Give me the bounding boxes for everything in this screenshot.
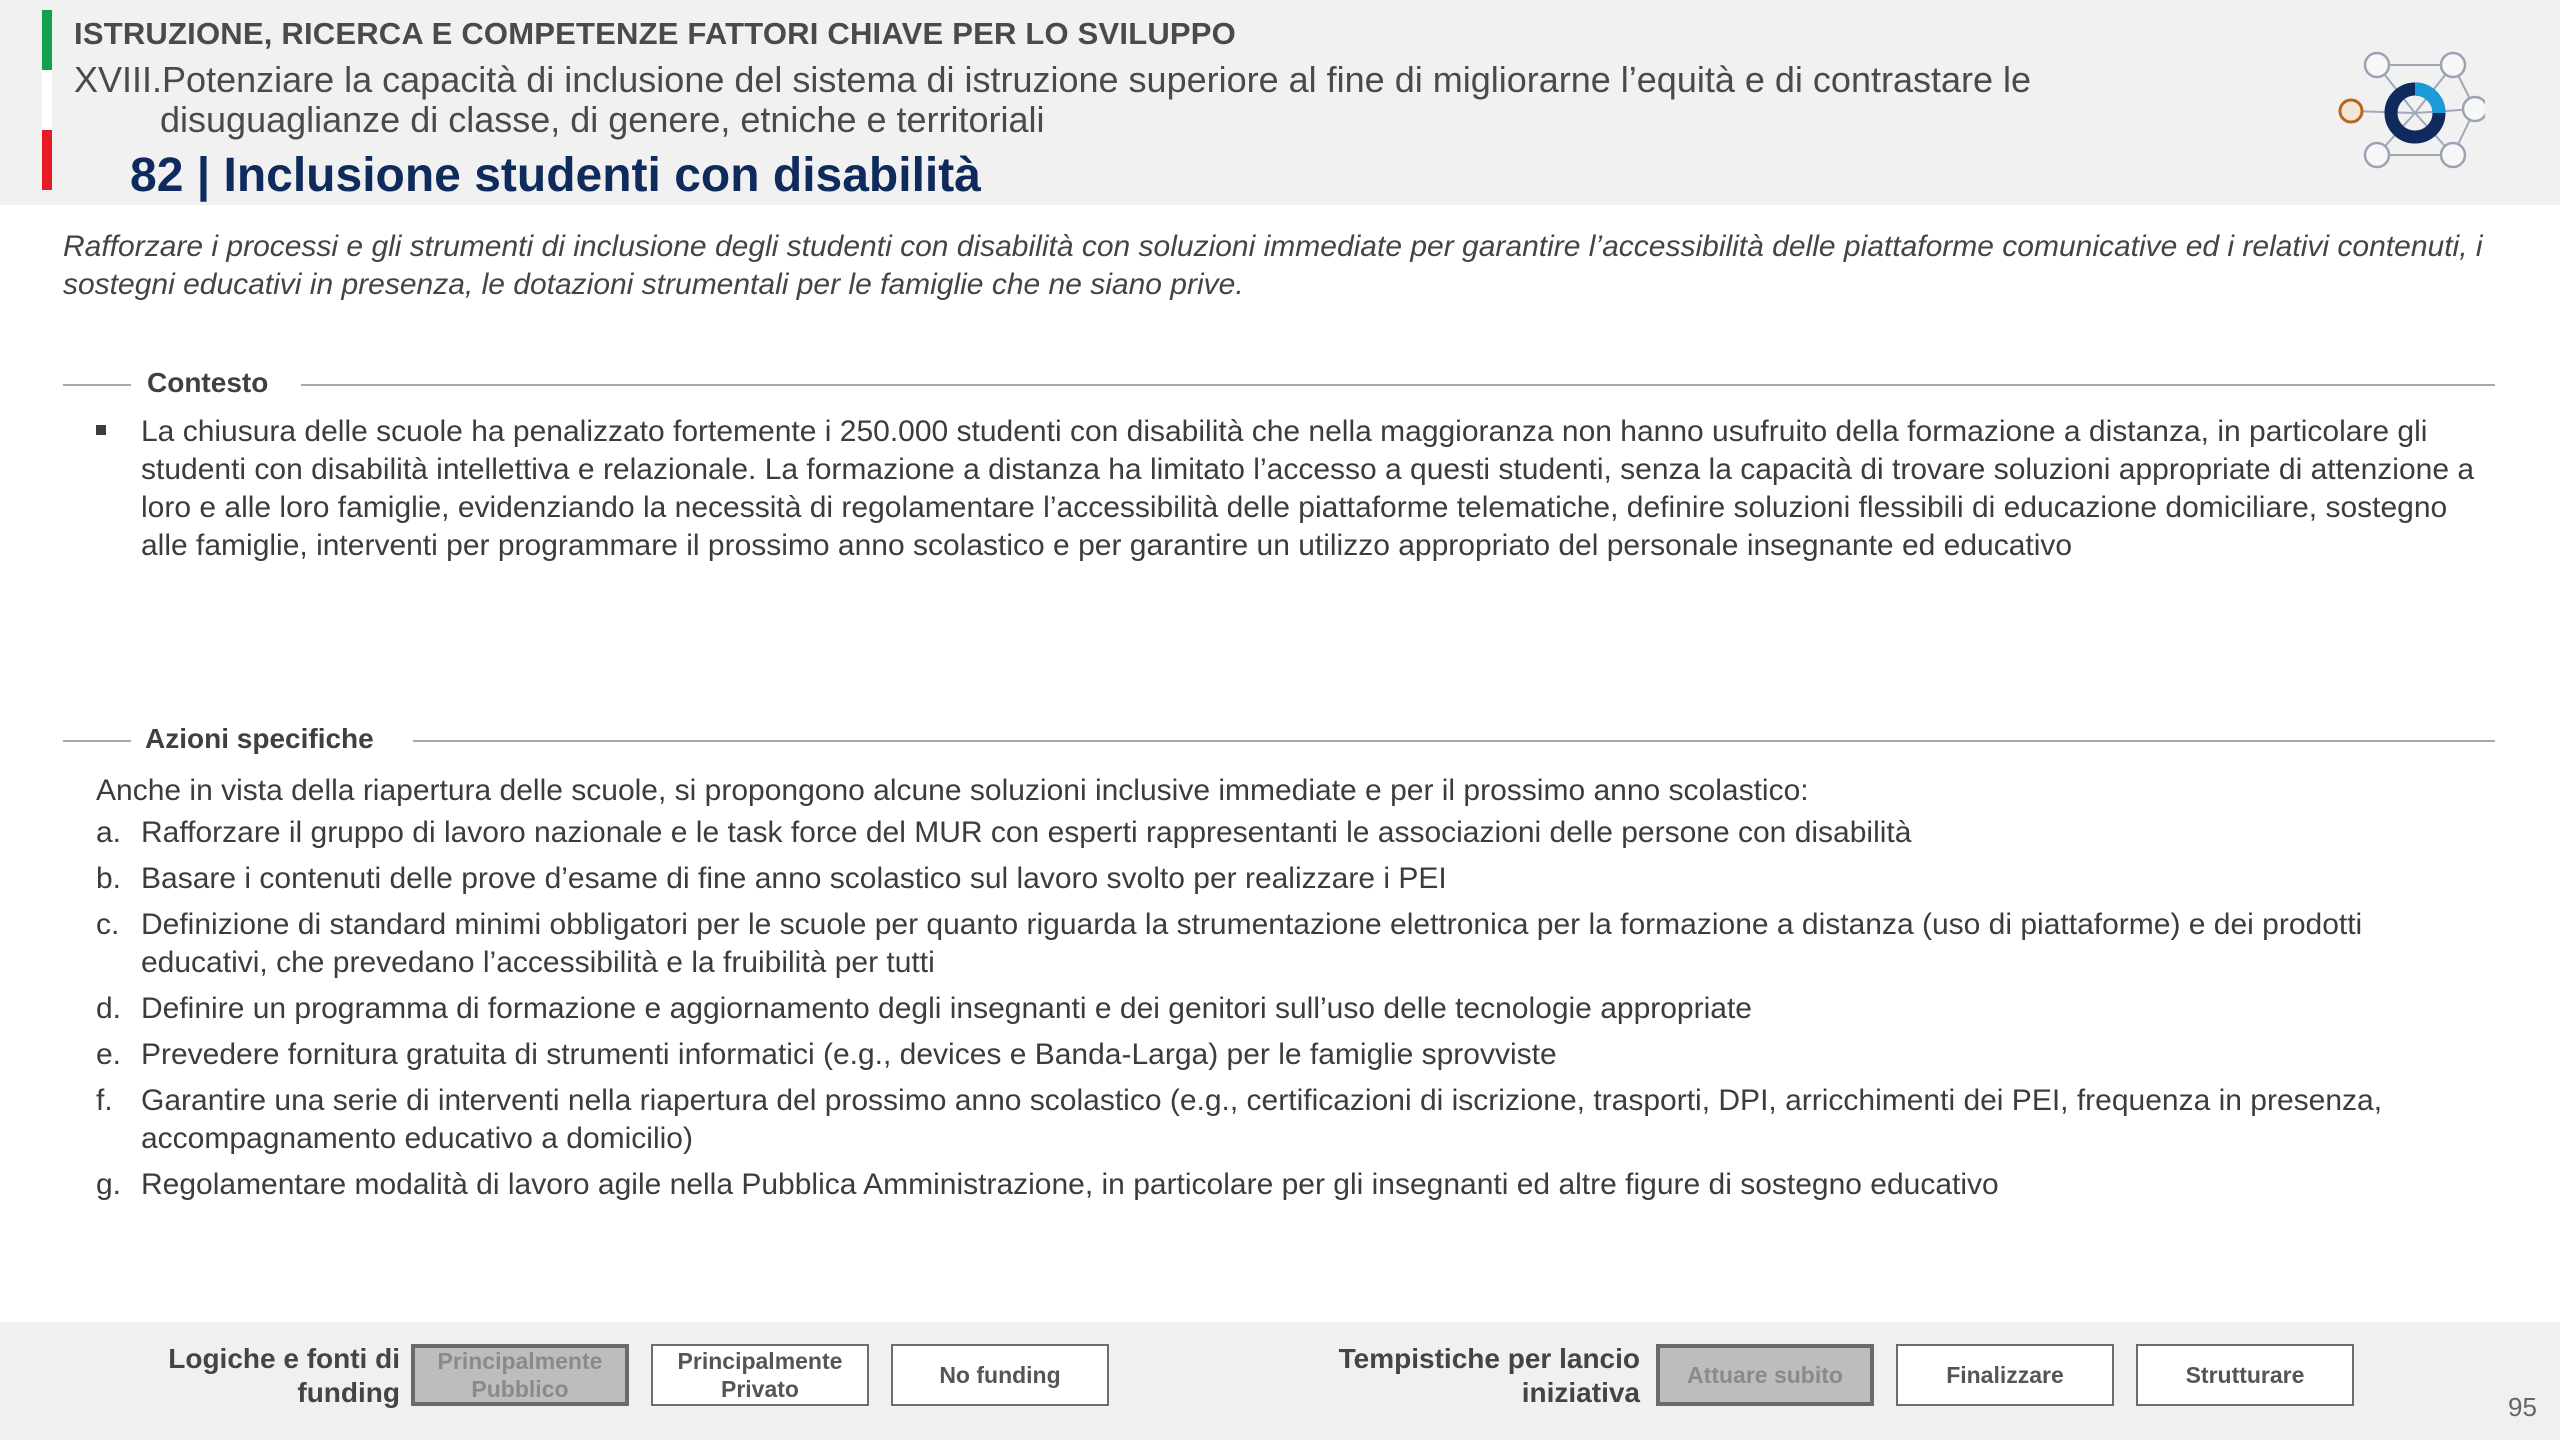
funding-option-public[interactable] [411, 1344, 629, 1406]
funding-label-line-1: Logiche e fonti di [168, 1343, 400, 1374]
list-item [96, 990, 2426, 1028]
list-item [96, 860, 2426, 898]
option-line: Attuare subito [1687, 1362, 1843, 1388]
list-letter: d. [96, 992, 122, 1025]
objective-line-2: disuguaglianze di classe, di genere, etniche e territoriali [160, 99, 1045, 140]
list-text: Definizione di standard minimi obbligatori per le scuole per quanto riguarda la strumentazione elettronica per la formazione a distanza (uso di piattaforme) e dei prodotti educativi, che prevedano l’accessibilità e la fruibilità per tutti [141, 908, 2363, 979]
list-text: Basare i contenuti delle prove d’esame di fine anno scolastico sul lavoro svolto per realizzare i PEI [141, 862, 1447, 895]
divider [301, 384, 2495, 386]
divider [413, 740, 2495, 742]
context-section-header [63, 364, 2495, 404]
option-line: Strutturare [2185, 1362, 2305, 1388]
timing-option-structure[interactable] [2136, 1344, 2354, 1406]
slide-footer [0, 1322, 2560, 1440]
list-letter: f. [96, 1084, 113, 1117]
timing-option-finalize[interactable] [1896, 1344, 2114, 1406]
intro-objective: Rafforzare i processi e gli strumenti di inclusione degli studenti con disabilità con soluzioni immediate per garantire l’accessibilità delle piattaforme comunicative ed i relativi contenuti, i sostegni educativi in presenza, le dotazioni strumentali per le famiglie che ne siano prive. [63, 230, 2483, 301]
list-text: Definire un programma di formazione e aggiornamento degli insegnanti e dei genitori sull’uso delle tecnologie appropriate [141, 992, 1752, 1025]
divider [63, 740, 131, 742]
bullet-icon [96, 425, 106, 435]
actions-section-header [63, 720, 2495, 760]
objective-text [74, 60, 2154, 140]
list-letter: c. [96, 908, 120, 941]
list-item [96, 1036, 2426, 1074]
actions-list [96, 814, 2426, 1212]
context-bullet [96, 413, 2496, 565]
list-text: Prevedere fornitura gratuita di strumenti informatici (e.g., devices e Banda-Larga) per le famiglie sprovviste [141, 1038, 1557, 1071]
option-line: Principalmente [677, 1348, 843, 1374]
slide-title: 82 | Inclusione studenti con disabilità [130, 149, 981, 202]
option-line: Principalmente [437, 1348, 603, 1374]
funding-option-private[interactable] [651, 1344, 869, 1406]
list-item [96, 1082, 2426, 1158]
funding-label-line-2: funding [297, 1377, 400, 1408]
list-item [96, 1166, 2426, 1204]
list-text: Regolamentare modalità di lavoro agile nella Pubblica Amministrazione, in particolare per gli insegnanti ed altre figure di sostegno educativo [141, 1168, 1999, 1201]
list-item [96, 906, 2426, 982]
list-item [96, 814, 2426, 852]
objective-line-1: XVIII.Potenziare la capacità di inclusione del sistema di istruzione superiore al fine di migliorarne l’equità e di contrastare le [74, 59, 2032, 100]
timing-label-line-2: iniziativa [1521, 1377, 1640, 1408]
option-line: No funding [939, 1362, 1061, 1388]
funding-label [140, 1342, 400, 1410]
timing-label [1240, 1342, 1640, 1410]
italian-flag-bar [42, 10, 52, 190]
actions-intro: Anche in vista della riapertura delle scuole, si propongono alcune soluzioni inclusive immediate e per il prossimo anno scolastico: [96, 774, 1809, 807]
timing-label-line-1: Tempistiche per lancio [1338, 1343, 1640, 1374]
page-number: 95 [2508, 1392, 2537, 1422]
list-text: Rafforzare il gruppo di lavoro nazionale e le task force del MUR con esperti rappresentanti le associazioni delle persone con disabilità [141, 816, 1912, 849]
slide-header [0, 0, 2560, 205]
network-logo-icon [2335, 45, 2485, 180]
list-letter: g. [96, 1168, 122, 1201]
option-line: Privato [721, 1376, 799, 1402]
context-text: La chiusura delle scuole ha penalizzato fortemente i 250.000 studenti con disabilità che nella maggioranza non hanno usufruito della formazione a distanza, in particolare gli studenti con disabilità intellettiva e relazionale. La formazione a distanza ha limitato l’accesso a questi studenti, senza la capacità di trovare soluzioni appropriate di attenzione a loro e alle loro famiglie, evidenziando la necessità di regolamentare l’accessibilità delle piattaforme telematiche, definire soluzioni flessibili di educazione domiciliare, sostegno alle famiglie, interventi per programmare il prossimo anno scolastico e per garantire un utilizzo appropriato del personale insegnante ed educativo [141, 415, 2475, 562]
list-letter: e. [96, 1038, 122, 1071]
list-text: Garantire una serie di interventi nella riapertura del prossimo anno scolastico (e.g., certificazioni di iscrizione, trasporti, DPI, arricchimenti dei PEI, frequenza in presenza, accompagnamento educativo a domicilio) [141, 1084, 2383, 1155]
option-line: Pubblico [471, 1376, 569, 1402]
timing-option-immediate[interactable] [1656, 1344, 1874, 1406]
context-heading: Contesto [147, 367, 269, 398]
section-title: ISTRUZIONE, RICERCA E COMPETENZE FATTORI CHIAVE PER LO SVILUPPO [74, 16, 1236, 51]
actions-heading: Azioni specifiche [145, 723, 374, 754]
list-letter: a. [96, 816, 122, 849]
divider [63, 384, 131, 386]
list-letter: b. [96, 862, 122, 895]
funding-option-none[interactable] [891, 1344, 1109, 1406]
option-line: Finalizzare [1946, 1362, 2064, 1388]
